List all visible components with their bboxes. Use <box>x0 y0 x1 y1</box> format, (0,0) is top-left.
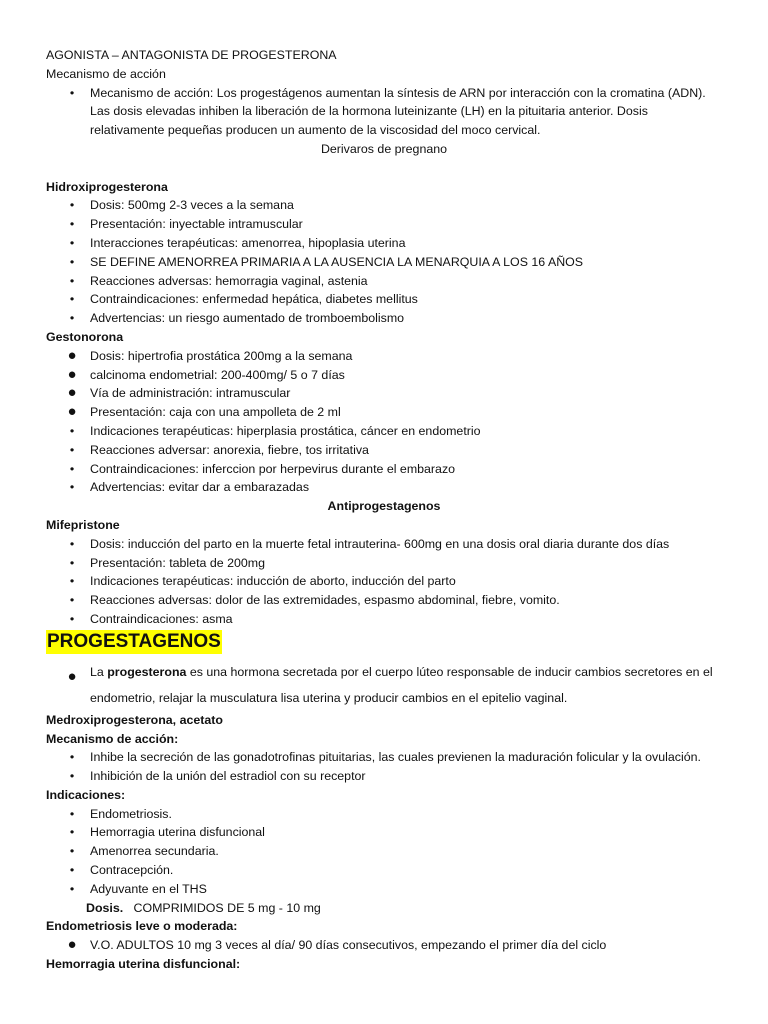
bullet-icon: • <box>69 254 75 269</box>
bullet-icon: • <box>69 536 75 551</box>
list-item: • Advertencias: evitar dar a embarazadas <box>46 478 746 497</box>
bullet-icon: • <box>69 611 75 626</box>
hidroxi-list <box>46 196 746 328</box>
list-item: • Indicaciones terapéuticas: inducción de aborto, inducción del parto <box>46 572 746 591</box>
list-item: • Adyuvante en el THS <box>46 880 746 899</box>
list-item: • Amenorrea secundaria. <box>46 842 746 861</box>
bullet-icon: • <box>69 423 75 438</box>
bullet-icon: ● <box>67 346 77 364</box>
indicaciones-list <box>46 805 746 899</box>
list-item: • Contraindicaciones: enfermedad hepática, diabetes mellitus <box>46 290 746 309</box>
list-item: • Contraindicaciones: inferccion por herpevirus durante el embarazo <box>46 460 746 479</box>
gestonorona-heading: Gestonorona <box>46 329 124 344</box>
bullet-icon: • <box>69 825 75 840</box>
bullet-icon: • <box>69 750 75 765</box>
list-item: • Dosis: inducción del parto en la muerte fetal intrauterina- 600mg en una dosis oral diaria durante dos días <box>46 535 746 554</box>
list-item: • Presentación: inyectable intramuscular <box>46 215 746 234</box>
list-item: • SE DEFINE AMENORREA PRIMARIA A LA AUSENCIA LA MENARQUIA A LOS 16 AÑOS <box>46 253 746 272</box>
gestonorona-list <box>46 347 746 497</box>
medroxi-mecanismo-list <box>46 748 746 786</box>
list-item: • Inhibe la secreción de las gonadotrofinas pituitarias, las cuales previenen la maduración folicular y la ovulación. <box>46 748 746 767</box>
mifepristone-list <box>46 535 746 629</box>
antiprogestagenos-heading: Antiprogestagenos <box>327 499 441 514</box>
bullet-icon: ● <box>67 384 77 402</box>
mecanismo-heading: Mecanismo de acción <box>46 66 166 81</box>
list-item: • Contraindicaciones: asma <box>46 610 746 629</box>
endometriosis-list <box>46 936 746 955</box>
bullet-icon: • <box>69 198 75 213</box>
bullet-icon: • <box>69 881 75 896</box>
bullet-icon: • <box>69 769 75 784</box>
bullet-icon: • <box>69 273 75 288</box>
progesterona-intro <box>46 659 746 711</box>
list-item: ● calcinoma endometrial: 200-400mg/ 5 o 7 días <box>67 365 345 383</box>
list-item: • Inhibición de la unión del estradiol con su receptor <box>46 767 746 786</box>
list-item: • Contracepción. <box>46 861 746 880</box>
bullet-icon: • <box>69 555 75 570</box>
bullet-icon: • <box>69 593 75 608</box>
dosis-label: Dosis. <box>86 900 124 915</box>
mifepristone-heading: Mifepristone <box>46 517 120 532</box>
endometriosis-heading: Endometriosis leve o moderada: <box>46 919 238 934</box>
document-title: AGONISTA – ANTAGONISTA DE PROGESTERONA <box>46 48 337 62</box>
dosis-line <box>46 899 746 918</box>
medroxi-mecanismo-heading: Mecanismo de acción: <box>46 731 179 746</box>
bullet-icon: • <box>69 480 75 495</box>
bullet-icon: ● <box>67 667 77 685</box>
bullet-icon: • <box>69 574 75 589</box>
list-item: • Presentación: tableta de 200mg <box>46 554 746 573</box>
bullet-icon: • <box>69 844 75 859</box>
indicaciones-heading: Indicaciones: <box>46 787 126 802</box>
list-item: • Endometriosis. <box>46 805 746 824</box>
list-item: • Reacciones adversar: anorexia, fiebre, tos irritativa <box>46 441 746 460</box>
hemorragia-heading: Hemorragia uterina disfuncional: <box>46 957 241 972</box>
bullet-icon: ● <box>67 403 77 421</box>
bullet-icon: • <box>69 292 75 307</box>
bullet-icon: • <box>69 806 75 821</box>
bullet-icon: ● <box>67 365 77 383</box>
progesterona-paragraph: La progesterona es una hormona secretada por el cuerpo lúteo responsable de inducir cambios secretores en el endometrio, relajar la musculatura lisa uterina y producir cambios en el epitelio vaginal. <box>90 664 713 705</box>
bullet-icon: • <box>69 461 75 476</box>
bullet-icon: • <box>69 311 75 326</box>
bullet-icon: • <box>69 85 75 100</box>
list-item: • Reacciones adversas: hemorragia vaginal, astenia <box>46 272 746 291</box>
list-item: • Reacciones adversas: dolor de las extremidades, espasmo abdominal, fiebre, vomito. <box>46 591 746 610</box>
mecanismo-text: Mecanismo de acción: Los progestágenos aumentan la síntesis de ARN por interacción con la cromatina (ADN). Las dosis elevadas inhiben la liberación de la hormona luteinizante (LH) en la pituitaria anterior. Dosis relativamente pequeñas producen un aumento de la viscosidad del moco cervical. <box>90 85 706 138</box>
list-item: • Dosis: 500mg 2-3 veces a la semana <box>46 196 746 215</box>
dosis-text: COMPRIMIDOS DE 5 mg - 10 mg <box>133 900 321 915</box>
list-item: ● V.O. ADULTOS 10 mg 3 veces al día/ 90 días consecutivos, empezando el primer día del ciclo <box>67 936 607 954</box>
mecanismo-item <box>46 84 746 140</box>
bullet-icon: • <box>69 442 75 457</box>
list-item: • Advertencias: un riesgo aumentado de tromboembolismo <box>46 309 746 328</box>
spacer <box>46 159 746 178</box>
document-page <box>46 46 746 974</box>
bullet-icon: • <box>69 235 75 250</box>
list-item: ● Presentación: caja con una ampolleta de 2 ml <box>67 403 341 421</box>
bullet-icon: ● <box>67 936 77 954</box>
list-item: ● Vía de administración: intramuscular <box>67 384 291 402</box>
medroxi-heading: Medroxiprogesterona, acetato <box>46 712 223 727</box>
list-item: • Hemorragia uterina disfuncional <box>46 823 746 842</box>
progestagenos-heading: PROGESTAGENOS <box>47 630 221 652</box>
derivados-heading: Derivaros de pregnano <box>320 141 448 156</box>
bullet-icon: • <box>69 217 75 232</box>
hidroxi-heading: Hidroxiprogesterona <box>46 179 168 194</box>
list-item: ● Dosis: hipertrofia prostática 200mg a la semana <box>67 346 353 364</box>
list-item: • Interacciones terapéuticas: amenorrea, hipoplasia uterina <box>46 234 746 253</box>
bullet-icon: • <box>69 863 75 878</box>
list-item: • Indicaciones terapéuticas: hiperplasia prostática, cáncer en endometrio <box>46 422 746 441</box>
